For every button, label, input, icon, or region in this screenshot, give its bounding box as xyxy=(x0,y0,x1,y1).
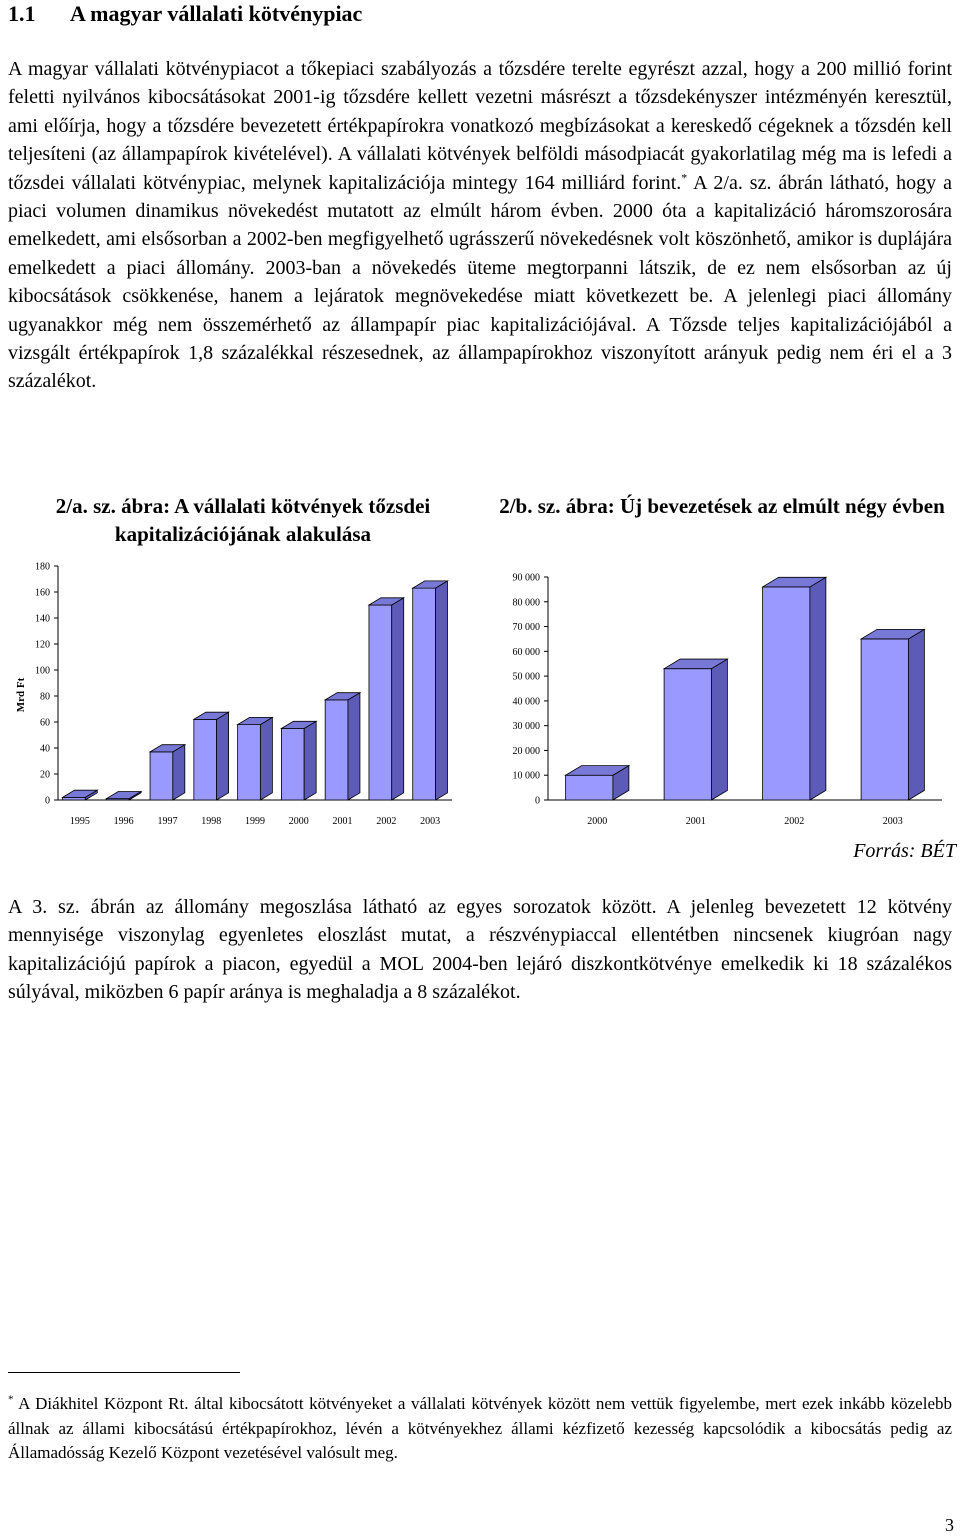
chart-a-y-tick-label: 60 xyxy=(40,717,50,729)
chart-b-y-tick-label: 10 000 xyxy=(512,770,540,782)
source-note: Forrás: BÉT xyxy=(853,840,956,862)
paragraph-intro-part1: A magyar vállalati kötvénypiacot a tőkepiaci szabályozás a tőzsdére terelte egyrészt azzal, hogy a 200 millió forint feletti nyilvános kibocsátásokat 2001-ig tőzsdére kellett vezetni másrészt a tőzsdekényszer intézményén keresztül, ami előírja, hogy a tőzsdére bevezetett értékpapírokra vonatkozó megbízásokat a kereskedő cégeknek a tőzsdén kell teljesíteni (az állampapírok kivételével). A vállalati kötvények belföldi másodpiacát gyakorlatilag még ma is lefedi a tőzsdei vállalati kötvénypiac, melynek kapitalizációja mintegy 164 milliárd forint. xyxy=(8,58,952,194)
chart-a-x-tick-label: 1999 xyxy=(245,816,265,827)
chart-b-x-tick-label: 2002 xyxy=(784,816,805,827)
paragraph-intro-part2: A 2/a. sz. ábrán látható, hogy a piaci volumen dinamikus növekedést mutatott az elmúlt három évben. 2000 óta a kapitalizáció háromszorosára emelkedett, ami elsősorban a 2002-ben megfigyelhető ugrásszerű növekedésnek volt köszönhető, amikor is duplájára emelkedett a piaci állomány. 2003-ban a növekedés üteme megtorpanni látszik, de ez nem elsősorban az új kibocsátások csökkenése, hanem a lejáratok megnövekedése miatt következett be. A jelenlegi piaci állomány ugyanakkor még nem összemérhető az állampapír piac kapitalizációjával. A Tőzsde teljes kapitalizációjából a vizsgált értékpapírok 1,8 százalékkal részesednek, az állampapírokhoz viszonyított arányuk pedig nem éri el a 3 százalékot. xyxy=(8,171,953,393)
footnote-reference: * xyxy=(681,169,688,184)
chart-a-y-axis-label: Mrd Ft xyxy=(15,677,27,713)
chart-a-bar-2001 xyxy=(325,693,360,800)
chart-a-bar-1996 xyxy=(106,792,141,801)
chart-a-x-tick-label: 2002 xyxy=(376,816,397,827)
chart-a-y-tick-label: 140 xyxy=(35,613,50,625)
chart-a-x-tick-label: 1996 xyxy=(113,816,134,827)
page-number: 3 xyxy=(945,1515,954,1535)
chart-a-y-tick-label: 100 xyxy=(35,665,50,677)
chart-a-bar-2003 xyxy=(413,581,448,800)
footnote xyxy=(8,1392,952,1466)
chart-b-y-tick-label: 20 000 xyxy=(512,745,540,757)
chart-a-x-tick-label: 1998 xyxy=(201,816,222,827)
chart-a-x-tick-label: 1997 xyxy=(157,816,178,827)
chart-new-listings xyxy=(480,558,960,838)
paragraph-distribution: A 3. sz. ábrán az állomány megoszlása látható az egyes sorozatok között. A jelenleg bevezetett 12 kötvény mennyisége viszonylag egyenletes eloszlást mutat, a részvénypiaccal ellentétben nincsenek kiugróan nagy kapitalizációjú papírok a piacon, egyedül a MOL 2004-ben lejáró diszkontkötvénye emelkedik ki 18 százalékos súlyával, miközben 6 papír aránya is meghaladja a 8 százalékot. xyxy=(8,896,952,1004)
chart-a-bar-1999 xyxy=(238,717,273,800)
chart-a-x-tick-label: 2000 xyxy=(288,816,309,827)
chart-a-bar-2002 xyxy=(369,598,404,800)
chart-a-y-tick-label: 180 xyxy=(35,561,50,573)
paragraph-intro xyxy=(8,55,952,396)
chart-b-y-tick-label: 50 000 xyxy=(512,671,540,683)
section-heading xyxy=(8,0,948,28)
chart-a-bar-1998 xyxy=(194,712,229,800)
chart-b-bar-2001 xyxy=(664,659,727,800)
section-number: 1.1 xyxy=(8,1,36,26)
footnote-text: A Diákhitel Központ Rt. által kibocsátott kötvényeket a vállalati kötvények között nem vettük figyelembe, mert ezek inkább közelebb állnak az állami kibocsátású értékpapírokhoz, lévén a kötvényekhez állami kézfizető kezesség kapcsolódik a kibocsátás pedig az Államadósság Kezelő Központ vezetésével valósult meg. xyxy=(8,1394,952,1462)
chart-b-y-tick-label: 30 000 xyxy=(512,721,540,733)
chart-b-x-tick-label: 2000 xyxy=(587,816,608,827)
chart-a-x-tick-label: 2001 xyxy=(332,816,353,827)
section-title: A magyar vállalati kötvénypiac xyxy=(70,1,363,26)
chart-a-y-tick-label: 160 xyxy=(35,587,50,599)
footnote-separator xyxy=(8,1372,240,1373)
chart-a-bar-1995 xyxy=(63,790,98,800)
figure-a-title: 2/a. sz. ábra: A vállalati kötvények tőzsdei kapitalizációjának alakulása xyxy=(55,494,431,546)
chart-b-y-tick-label: 90 000 xyxy=(512,572,540,584)
chart-b-bar-2003 xyxy=(861,629,924,800)
chart-b-y-tick-label: 70 000 xyxy=(512,622,540,634)
chart-b-y-tick-label: 60 000 xyxy=(512,646,540,658)
chart-b-x-tick-label: 2001 xyxy=(685,816,706,827)
chart-a-bar-2000 xyxy=(281,721,316,800)
chart-a-y-tick-label: 20 xyxy=(40,769,50,781)
figure-b-title: 2/b. sz. ábra: Új bevezetések az elmúlt négy évben xyxy=(499,494,945,518)
chart-a-x-tick-label: 1995 xyxy=(69,816,90,827)
chart-capitalization xyxy=(0,548,480,838)
chart-a-x-tick-label: 2003 xyxy=(420,816,441,827)
chart-b-x-tick-label: 2003 xyxy=(882,816,903,827)
chart-b-y-tick-label: 0 xyxy=(535,795,540,807)
chart-a-bar-1997 xyxy=(150,745,185,800)
chart-b-y-tick-label: 40 000 xyxy=(512,696,540,708)
footnote-marker: * xyxy=(8,1393,14,1406)
chart-a-y-tick-label: 80 xyxy=(40,691,50,703)
chart-a-y-tick-label: 0 xyxy=(45,795,50,807)
chart-b-bar-2000 xyxy=(566,766,629,800)
chart-b-y-tick-label: 80 000 xyxy=(512,597,540,609)
chart-a-y-tick-label: 120 xyxy=(35,639,50,651)
chart-a-y-tick-label: 40 xyxy=(40,743,50,755)
chart-b-bar-2002 xyxy=(763,577,826,800)
